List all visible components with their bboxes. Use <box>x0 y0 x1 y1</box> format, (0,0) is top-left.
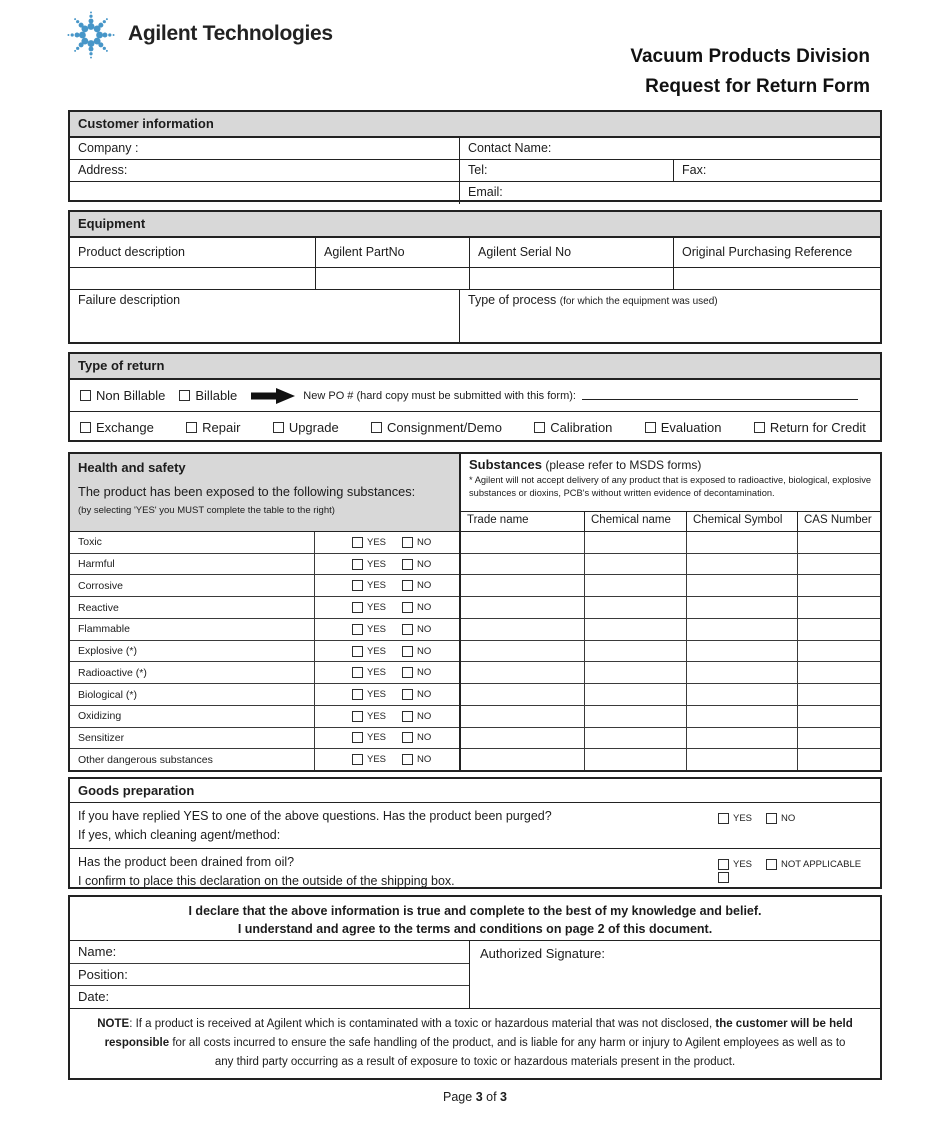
purged-no-checkbox[interactable] <box>766 813 777 824</box>
substance-answer-boxes <box>315 597 431 618</box>
drained-yes-checkbox[interactable] <box>718 859 729 870</box>
substance-no-label: NO <box>417 754 432 766</box>
substance-yes-label: YES <box>367 580 387 592</box>
note-keyword: NOTE <box>97 1018 130 1030</box>
substance-answer-boxes <box>315 706 431 727</box>
substances-table-cell[interactable] <box>797 597 880 618</box>
health-rows <box>70 532 459 770</box>
equipment-section <box>68 210 882 344</box>
substances-table-row <box>461 728 880 750</box>
return-option-checkbox[interactable] <box>645 422 656 433</box>
substance-answer-boxes <box>315 684 431 705</box>
substances-table-cell[interactable] <box>584 662 686 683</box>
substances-table-cell[interactable] <box>461 662 584 683</box>
drained-question-row <box>70 849 880 887</box>
purged-question: If you have replied YES to one of the above questions. Has the product been purged? <box>78 809 552 823</box>
note-text-2: for all costs incurred to ensure the safe handling of the product, and is liable for any harm or injury to Agilent employees as well as to any third party occurring as a result of exposure to toxic or hazardous materials present in the product. <box>169 1037 846 1068</box>
substance-no-label: NO <box>417 689 432 700</box>
substance-label: Flammable <box>70 619 315 640</box>
confirm-declaration-checkbox[interactable] <box>718 872 729 883</box>
health-and-safety-section <box>68 452 882 772</box>
substance-no-label: NO <box>417 580 432 592</box>
substances-table-cell[interactable] <box>797 749 880 770</box>
health-intro: The product has been exposed to the following substances: <box>78 484 416 499</box>
substance-answer-boxes <box>315 554 431 575</box>
substances-table-cell[interactable] <box>461 575 584 596</box>
return-option-checkbox[interactable] <box>754 422 765 433</box>
substances-panel <box>459 454 880 770</box>
substances-table-cell[interactable] <box>461 554 584 575</box>
note-bold-phrase: the customer will be held responsible <box>104 1018 853 1049</box>
failure-description-field[interactable]: Failure description <box>78 293 181 307</box>
substances-table-cell[interactable] <box>797 706 880 727</box>
page-total: 3 <box>500 1090 507 1104</box>
name-field[interactable]: Name: <box>70 941 469 964</box>
substances-table-cell[interactable] <box>797 575 880 596</box>
substance-row <box>70 532 459 554</box>
health-header-block <box>70 454 459 532</box>
equipment-entry-row <box>70 268 880 290</box>
substances-table-cell[interactable] <box>686 749 797 770</box>
substances-table-row <box>461 575 880 597</box>
equipment-section-header: Equipment <box>70 212 880 238</box>
substance-no-label: NO <box>417 623 432 635</box>
return-option <box>371 420 502 435</box>
substance-yes-label: YES <box>367 645 387 657</box>
substance-label: Sensitizer <box>70 728 315 749</box>
substance-row <box>70 662 459 684</box>
return-option <box>754 420 866 435</box>
substances-table-cell[interactable] <box>461 532 584 553</box>
substances-table-cell[interactable] <box>461 684 584 705</box>
substances-table-cell[interactable] <box>686 619 797 640</box>
signature-grid <box>70 941 880 1009</box>
substance-yes-label: YES <box>367 754 387 766</box>
substance-row <box>70 641 459 663</box>
substance-no-checkbox[interactable] <box>402 559 413 570</box>
return-option-label: Evaluation <box>660 419 722 435</box>
substance-row <box>70 575 459 597</box>
equipment-column-headers <box>70 238 880 268</box>
brand-name: Agilent Technologies <box>128 22 333 45</box>
note-text-1: : If a product is received at Agilent which is contaminated with a toxic or hazardous material that was not disclosed, <box>129 1018 716 1030</box>
substance-row <box>70 554 459 576</box>
declaration-statements <box>70 897 880 941</box>
substances-table-cell[interactable] <box>584 728 686 749</box>
declaration-section <box>68 895 882 1080</box>
substances-table-cell[interactable] <box>686 641 797 662</box>
substance-answer-boxes <box>315 662 431 683</box>
address-continued-field[interactable] <box>70 182 459 204</box>
substance-yes-checkbox[interactable] <box>352 646 363 657</box>
purchasing-reference-header: Original Purchasing Reference <box>673 238 880 267</box>
customer-information-section <box>68 110 882 202</box>
substance-yes-checkbox[interactable] <box>352 537 363 548</box>
new-po-input-line[interactable] <box>582 386 858 400</box>
return-options-row <box>70 412 880 442</box>
new-po-label: New PO # (hard copy must be submitted with this form): <box>303 389 576 402</box>
drained-answer-boxes <box>718 855 861 874</box>
return-option-checkbox[interactable] <box>371 422 382 433</box>
return-option-label: Exchange <box>96 419 154 435</box>
substances-table-cell[interactable] <box>686 728 797 749</box>
substance-row <box>70 597 459 619</box>
purged-yes-label: YES <box>733 813 753 824</box>
substance-no-checkbox[interactable] <box>402 580 413 591</box>
substance-yes-label: YES <box>367 536 387 548</box>
substances-table-cell[interactable] <box>797 728 880 749</box>
substance-yes-checkbox[interactable] <box>352 732 363 743</box>
form-title-line1: Vacuum Products Division <box>630 46 870 67</box>
substances-table-cell[interactable] <box>686 684 797 705</box>
substance-label: Other dangerous substances <box>70 749 315 770</box>
return-option <box>534 420 612 435</box>
substance-yes-checkbox[interactable] <box>352 624 363 635</box>
tel-field[interactable]: Tel: <box>459 160 673 181</box>
substances-table-cell[interactable] <box>461 749 584 770</box>
fax-field[interactable]: Fax: <box>673 160 880 181</box>
substances-column-headers <box>461 512 880 532</box>
page-current: 3 <box>475 1090 483 1104</box>
declaration-line1: I declare that the above information is true and complete to the best of my knowledge and belief. <box>188 904 762 918</box>
substance-yes-label: YES <box>367 689 387 700</box>
substance-label: Biological (*) <box>70 684 315 705</box>
health-title: Health and safety <box>78 460 186 475</box>
substances-table-row <box>461 641 880 663</box>
drained-question: Has the product been drained from oil? <box>78 855 295 869</box>
substance-row <box>70 706 459 728</box>
substances-disclaimer: * Agilent will not accept delivery of any product that is exposed to radioactive, biological, explosive substances or dioxins, PCB's without written evidence of decontamination. <box>469 475 872 498</box>
return-option-checkbox[interactable] <box>186 422 197 433</box>
type-of-process-label: Type of process <box>468 293 557 307</box>
substances-table-cell[interactable] <box>584 619 686 640</box>
substance-no-checkbox[interactable] <box>402 624 413 635</box>
purged-answer-boxes <box>718 809 795 828</box>
substances-table-row <box>461 554 880 576</box>
substance-no-checkbox[interactable] <box>402 646 413 657</box>
substance-label: Reactive <box>70 597 315 618</box>
substances-table-row <box>461 749 880 770</box>
return-option-label: Repair <box>202 419 241 435</box>
substance-answer-boxes <box>315 619 431 640</box>
non-billable-label: Non Billable <box>96 388 166 403</box>
contamination-note <box>70 1009 880 1078</box>
substances-table-cell[interactable] <box>584 749 686 770</box>
substances-title-line <box>469 457 872 472</box>
declaration-line2: I understand and agree to the terms and conditions on page 2 of this document. <box>237 922 713 936</box>
substance-yes-label: YES <box>367 623 387 635</box>
substances-table-cell[interactable] <box>584 597 686 618</box>
substance-yes-label: YES <box>367 710 387 722</box>
health-left-panel <box>70 454 459 770</box>
substance-yes-checkbox[interactable] <box>352 667 363 678</box>
substance-answer-boxes <box>315 749 431 770</box>
substance-no-label: NO <box>417 732 432 744</box>
substances-table-row <box>461 684 880 706</box>
substance-yes-label: YES <box>367 667 387 679</box>
substances-table-row <box>461 619 880 641</box>
substance-yes-label: YES <box>367 732 387 744</box>
chemical-name-header: Chemical name <box>584 512 686 531</box>
drained-yes-label: YES <box>733 859 753 870</box>
cas-number-header: CAS Number <box>797 512 880 531</box>
failure-process-row <box>70 290 880 344</box>
authorized-signature-field[interactable]: Authorized Signature: <box>480 946 606 961</box>
billable-checkbox[interactable] <box>179 390 190 401</box>
substances-table-cell[interactable] <box>461 597 584 618</box>
substances-table-cell[interactable] <box>686 532 797 553</box>
return-option-checkbox[interactable] <box>534 422 545 433</box>
substances-table-cell[interactable] <box>584 554 686 575</box>
agilent-serialno-header: Agilent Serial No <box>469 238 673 267</box>
substances-table-cell[interactable] <box>461 619 584 640</box>
billing-options-row <box>70 380 880 412</box>
purged-question-row <box>70 803 880 849</box>
substance-yes-checkbox[interactable] <box>352 754 363 765</box>
substance-no-label: NO <box>417 602 432 614</box>
substance-no-checkbox[interactable] <box>402 667 413 678</box>
substance-row <box>70 684 459 706</box>
substance-label: Oxidizing <box>70 706 315 727</box>
substances-title: Substances <box>469 457 542 472</box>
substance-yes-checkbox[interactable] <box>352 711 363 722</box>
return-option <box>273 420 339 435</box>
return-option-label: Calibration <box>550 419 613 435</box>
return-option-label: Return for Credit <box>769 419 866 435</box>
substances-title-note: (please refer to MSDS forms) <box>541 458 702 472</box>
date-field[interactable]: Date: <box>78 989 110 1005</box>
substances-table-row <box>461 532 880 554</box>
substances-table-cell[interactable] <box>686 706 797 727</box>
non-billable-checkbox[interactable] <box>80 390 91 401</box>
confirm-declaration-text: I confirm to place this declaration on the outside of the shipping box. <box>78 874 455 888</box>
substances-table-cell[interactable] <box>461 706 584 727</box>
purged-no-label: NO <box>781 813 796 824</box>
page-of: of <box>482 1090 501 1104</box>
substance-row <box>70 749 459 770</box>
substance-no-checkbox[interactable] <box>402 689 413 700</box>
substance-label: Harmful <box>70 554 315 575</box>
substance-answer-boxes <box>315 575 431 596</box>
substances-table-cell[interactable] <box>797 532 880 553</box>
page-prefix: Page <box>443 1090 476 1104</box>
type-of-process-field[interactable] <box>459 290 880 344</box>
substance-label: Corrosive <box>70 575 315 596</box>
substance-yes-label: YES <box>367 558 387 570</box>
substances-table-cell[interactable] <box>686 597 797 618</box>
arrow-right-icon <box>251 388 295 404</box>
chemical-symbol-header: Chemical Symbol <box>686 512 797 531</box>
return-option-checkbox[interactable] <box>80 422 91 433</box>
agilent-partno-field[interactable] <box>315 268 469 289</box>
substance-answer-boxes <box>315 641 431 662</box>
trade-name-header: Trade name <box>467 514 529 526</box>
purged-yes-checkbox[interactable] <box>718 813 729 824</box>
substance-no-label: NO <box>417 645 432 657</box>
substance-no-checkbox[interactable] <box>402 602 413 613</box>
billable-label: Billable <box>195 388 238 403</box>
product-description-header: Product description <box>78 245 186 259</box>
substances-table-cell[interactable] <box>797 619 880 640</box>
customer-row-2 <box>70 160 880 182</box>
form-title-line2: Request for Return Form <box>645 76 870 97</box>
substance-no-checkbox[interactable] <box>402 711 413 722</box>
return-option-label: Upgrade <box>288 419 339 435</box>
substance-no-checkbox[interactable] <box>402 754 413 765</box>
substances-empty-rows <box>461 532 880 770</box>
substances-table-row <box>461 662 880 684</box>
substances-table-cell[interactable] <box>797 684 880 705</box>
contact-name-field[interactable]: Contact Name: <box>459 138 880 159</box>
substances-table-cell[interactable] <box>797 662 880 683</box>
page-number <box>0 1090 950 1104</box>
drained-na-checkbox[interactable] <box>766 859 777 870</box>
return-option-label: Consignment/Demo <box>387 419 502 435</box>
substance-answer-boxes <box>315 728 431 749</box>
substances-table-cell[interactable] <box>797 641 880 662</box>
customer-row-1 <box>70 138 880 160</box>
substance-row <box>70 619 459 641</box>
product-description-field[interactable] <box>70 268 315 289</box>
substance-row <box>70 728 459 750</box>
substances-table-cell[interactable] <box>584 684 686 705</box>
drained-na-label: NOT APPLICABLE <box>781 859 862 870</box>
substances-table-cell[interactable] <box>797 554 880 575</box>
substance-yes-checkbox[interactable] <box>352 602 363 613</box>
substance-no-label: NO <box>417 558 432 570</box>
substance-yes-checkbox[interactable] <box>352 559 363 570</box>
type-of-process-note: (for which the equipment was used) <box>559 296 718 307</box>
customer-section-header: Customer information <box>70 112 880 138</box>
return-option <box>645 420 722 435</box>
return-option <box>80 420 154 435</box>
position-field[interactable]: Position: <box>70 964 469 987</box>
substance-yes-label: YES <box>367 602 387 614</box>
cleaning-agent-field[interactable]: If yes, which cleaning agent/method: <box>78 828 281 842</box>
signatory-fields <box>70 941 470 1008</box>
address-field[interactable]: Address: <box>78 163 128 177</box>
substances-table-cell[interactable] <box>686 554 797 575</box>
substance-label: Explosive (*) <box>70 641 315 662</box>
substance-no-label: NO <box>417 536 432 548</box>
substance-label: Radioactive (*) <box>70 662 315 683</box>
goods-preparation-section <box>68 777 882 889</box>
substances-table-cell[interactable] <box>686 662 797 683</box>
goods-preparation-header: Goods preparation <box>70 779 880 803</box>
substance-label: Toxic <box>70 532 315 553</box>
type-of-return-section <box>68 352 882 442</box>
substance-answer-boxes <box>315 532 431 553</box>
substance-no-checkbox[interactable] <box>402 537 413 548</box>
purchasing-reference-field[interactable] <box>673 268 880 289</box>
customer-row-3 <box>70 182 880 204</box>
substances-table-cell[interactable] <box>584 575 686 596</box>
company-field[interactable]: Company : <box>78 141 139 155</box>
health-note: (by selecting 'YES' you MUST complete the table to the right) <box>78 505 335 516</box>
agilent-logo-icon <box>62 6 120 64</box>
substances-table-cell[interactable] <box>584 641 686 662</box>
substances-table-cell[interactable] <box>461 641 584 662</box>
substance-no-checkbox[interactable] <box>402 732 413 743</box>
substances-table-row <box>461 597 880 619</box>
email-field[interactable]: Email: <box>459 182 880 204</box>
agilent-partno-header: Agilent PartNo <box>315 238 469 267</box>
substance-no-label: NO <box>417 710 432 722</box>
substances-table-cell[interactable] <box>461 728 584 749</box>
type-of-return-header: Type of return <box>70 354 880 380</box>
substances-table-row <box>461 706 880 728</box>
return-option-checkbox[interactable] <box>273 422 284 433</box>
substance-no-label: NO <box>417 667 432 679</box>
substance-yes-checkbox[interactable] <box>352 580 363 591</box>
substances-header-block <box>461 454 880 512</box>
substances-table-cell[interactable] <box>686 575 797 596</box>
agilent-serialno-field[interactable] <box>469 268 673 289</box>
form-title <box>630 42 870 102</box>
substances-table-cell[interactable] <box>584 706 686 727</box>
substance-yes-checkbox[interactable] <box>352 689 363 700</box>
return-option <box>186 420 240 435</box>
substances-table-cell[interactable] <box>584 532 686 553</box>
